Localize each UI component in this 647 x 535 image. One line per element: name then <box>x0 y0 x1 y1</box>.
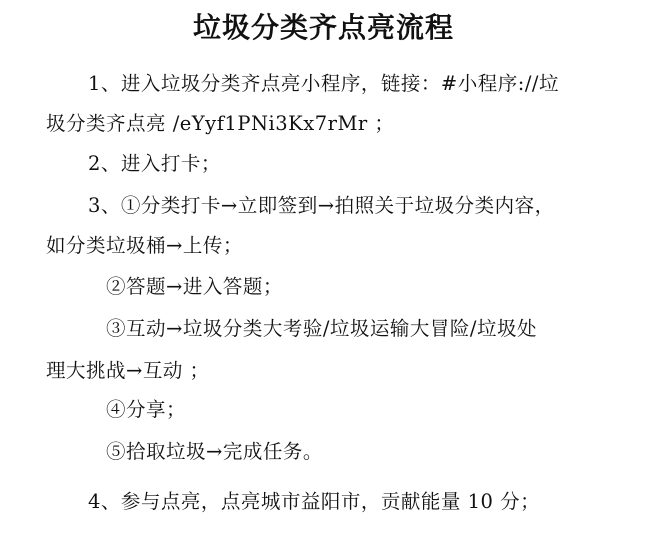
step-1-line-1: 1、进入垃圾分类齐点亮小程序，链接：#小程序://垃 <box>88 72 559 95</box>
step-1-line-2: 圾分类齐点亮 /eYyf1PNi3Kx7rMr ； <box>46 112 395 135</box>
step-3-sub-3-line-1: ③互动→垃圾分类大考验/垃圾运输大冒险/垃圾处 <box>106 317 537 340</box>
step-3-sub-3-line-2: 理大挑战→互动 ； <box>46 359 210 382</box>
step-4-line: 4、参与点亮，点亮城市益阳市，贡献能量 10 分； <box>88 490 541 513</box>
step-3-sub-4: ④分享； <box>106 398 187 421</box>
step-2-line: 2、进入打卡； <box>88 152 221 175</box>
step-3-sub-5: ⑤拾取垃圾→完成任务。 <box>106 440 323 463</box>
step-3-line-2: 如分类垃圾桶→上传； <box>46 234 243 257</box>
step-3-sub-2: ②答题→进入答题； <box>106 275 283 298</box>
step-3-line-1: 3、①分类打卡→立即签到→拍照关于垃圾分类内容， <box>88 194 555 217</box>
document-title: 垃圾分类齐点亮流程 <box>192 11 454 44</box>
